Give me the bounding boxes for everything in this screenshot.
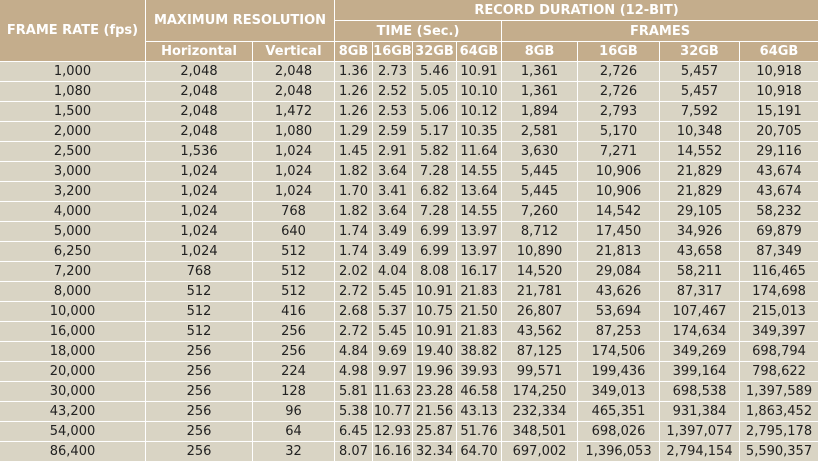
frame-rate-header: FRAME RATE (fps) [0, 0, 146, 62]
time-8gb-cell: 1.29 [335, 122, 373, 142]
frames-16gb-cell: 349,013 [578, 382, 660, 402]
table-row [0, 222, 818, 242]
frames-32gb-cell: 43,658 [660, 242, 740, 262]
frames-32gb-cell: 399,164 [660, 362, 740, 382]
frames-8gb-cell: 2,581 [502, 122, 578, 142]
frames-64gb-cell: 43,674 [740, 162, 818, 182]
horizontal-cell: 256 [146, 442, 253, 462]
horizontal-cell: 2,048 [146, 122, 253, 142]
frames-64gb-cell: 69,879 [740, 222, 818, 242]
frames-16gb-cell: 29,084 [578, 262, 660, 282]
table-row [0, 442, 818, 462]
time-64gb-cell: 16.17 [457, 262, 502, 282]
time-header: TIME (Sec.) [335, 21, 502, 42]
frames-16gb-cell: 2,726 [578, 62, 660, 82]
time-8gb-cell: 1.36 [335, 62, 373, 82]
frames-16gb-cell: 10,906 [578, 182, 660, 202]
frames-64gb-cell: 698,794 [740, 342, 818, 362]
time-16gb-cell: 2.91 [373, 142, 413, 162]
horizontal-cell: 1,024 [146, 242, 253, 262]
frames-64gb-cell: 349,397 [740, 322, 818, 342]
time-8gb-cell: 1.82 [335, 162, 373, 182]
frames-8gb-cell: 26,807 [502, 302, 578, 322]
time-16gb-cell: 3.64 [373, 162, 413, 182]
horizontal-cell: 2,048 [146, 62, 253, 82]
frames-64gb-cell: 20,705 [740, 122, 818, 142]
time-64gb-cell: 21.50 [457, 302, 502, 322]
time-32gb-header: 32GB [413, 42, 457, 62]
time-32gb-cell: 5.06 [413, 102, 457, 122]
time-16gb-cell: 3.49 [373, 222, 413, 242]
time-32gb-cell: 8.08 [413, 262, 457, 282]
vertical-cell: 512 [253, 282, 335, 302]
time-16gb-cell: 9.97 [373, 362, 413, 382]
frame-rate-cell: 3,000 [0, 162, 146, 182]
record-duration-header: RECORD DURATION (12-BIT) [335, 0, 818, 21]
vertical-cell: 416 [253, 302, 335, 322]
vertical-cell: 32 [253, 442, 335, 462]
horizontal-cell: 256 [146, 342, 253, 362]
frames-16gb-cell: 17,450 [578, 222, 660, 242]
time-64gb-cell: 21.83 [457, 322, 502, 342]
frames-16gb-cell: 1,396,053 [578, 442, 660, 462]
frames-32gb-cell: 21,829 [660, 182, 740, 202]
frames-32gb-cell: 14,552 [660, 142, 740, 162]
frames-64gb-cell: 2,795,178 [740, 422, 818, 442]
frames-8gb-cell: 232,334 [502, 402, 578, 422]
table-row [0, 422, 818, 442]
vertical-cell: 768 [253, 202, 335, 222]
frames-32gb-cell: 87,317 [660, 282, 740, 302]
horizontal-header: Horizontal [146, 42, 253, 62]
table-row [0, 402, 818, 422]
vertical-cell: 96 [253, 402, 335, 422]
time-32gb-cell: 5.82 [413, 142, 457, 162]
time-32gb-cell: 6.99 [413, 222, 457, 242]
frames-32gb-cell: 1,397,077 [660, 422, 740, 442]
frames-16gb-cell: 87,253 [578, 322, 660, 342]
time-64gb-cell: 10.91 [457, 62, 502, 82]
time-8gb-cell: 1.26 [335, 82, 373, 102]
horizontal-cell: 2,048 [146, 102, 253, 122]
frame-rate-cell: 16,000 [0, 322, 146, 342]
frames-64gb-cell: 116,465 [740, 262, 818, 282]
horizontal-cell: 1,536 [146, 142, 253, 162]
frames-64gb-cell: 10,918 [740, 82, 818, 102]
frames-8gb-cell: 174,250 [502, 382, 578, 402]
time-32gb-cell: 23.28 [413, 382, 457, 402]
frames-32gb-cell: 5,457 [660, 62, 740, 82]
time-64gb-cell: 38.82 [457, 342, 502, 362]
frames-32gb-cell: 10,348 [660, 122, 740, 142]
time-32gb-cell: 7.28 [413, 162, 457, 182]
frame-rate-cell: 3,200 [0, 182, 146, 202]
frame-rate-cell: 2,000 [0, 122, 146, 142]
time-64gb-cell: 21.83 [457, 282, 502, 302]
vertical-cell: 512 [253, 262, 335, 282]
frames-16gb-cell: 43,626 [578, 282, 660, 302]
frames-16gb-cell: 53,694 [578, 302, 660, 322]
frame-rate-cell: 10,000 [0, 302, 146, 322]
frames-32gb-cell: 174,634 [660, 322, 740, 342]
frames-8gb-cell: 14,520 [502, 262, 578, 282]
time-8gb-header: 8GB [335, 42, 373, 62]
table-row [0, 322, 818, 342]
time-8gb-cell: 4.98 [335, 362, 373, 382]
frames-16gb-cell: 2,726 [578, 82, 660, 102]
vertical-cell: 1,024 [253, 142, 335, 162]
time-64gb-cell: 39.93 [457, 362, 502, 382]
frames-64gb-cell: 215,013 [740, 302, 818, 322]
time-8gb-cell: 5.38 [335, 402, 373, 422]
horizontal-cell: 512 [146, 282, 253, 302]
time-16gb-cell: 3.64 [373, 202, 413, 222]
table-row [0, 162, 818, 182]
frames-64gb-cell: 798,622 [740, 362, 818, 382]
time-32gb-cell: 32.34 [413, 442, 457, 462]
horizontal-cell: 256 [146, 382, 253, 402]
frame-rate-cell: 86,400 [0, 442, 146, 462]
frames-8gb-cell: 348,501 [502, 422, 578, 442]
time-8gb-cell: 1.74 [335, 222, 373, 242]
time-64gb-cell: 14.55 [457, 202, 502, 222]
frames-8gb-header: 8GB [502, 42, 578, 62]
frames-8gb-cell: 99,571 [502, 362, 578, 382]
frames-8gb-cell: 43,562 [502, 322, 578, 342]
frames-16gb-cell: 10,906 [578, 162, 660, 182]
time-32gb-cell: 19.40 [413, 342, 457, 362]
frames-8gb-cell: 5,445 [502, 162, 578, 182]
frame-rate-cell: 5,000 [0, 222, 146, 242]
time-64gb-cell: 11.64 [457, 142, 502, 162]
horizontal-cell: 1,024 [146, 182, 253, 202]
horizontal-cell: 1,024 [146, 202, 253, 222]
vertical-cell: 224 [253, 362, 335, 382]
frames-8gb-cell: 1,361 [502, 82, 578, 102]
time-32gb-cell: 5.05 [413, 82, 457, 102]
vertical-cell: 2,048 [253, 62, 335, 82]
time-64gb-cell: 64.70 [457, 442, 502, 462]
time-8gb-cell: 1.70 [335, 182, 373, 202]
table-body [0, 62, 818, 462]
time-32gb-cell: 6.99 [413, 242, 457, 262]
time-16gb-cell: 2.73 [373, 62, 413, 82]
time-16gb-cell: 10.77 [373, 402, 413, 422]
frames-64gb-cell: 15,191 [740, 102, 818, 122]
time-8gb-cell: 1.82 [335, 202, 373, 222]
frame-rate-cell: 8,000 [0, 282, 146, 302]
frame-rate-cell: 18,000 [0, 342, 146, 362]
table-row [0, 142, 818, 162]
vertical-cell: 128 [253, 382, 335, 402]
table-row [0, 302, 818, 322]
frames-64gb-cell: 1,863,452 [740, 402, 818, 422]
time-16gb-cell: 5.37 [373, 302, 413, 322]
horizontal-cell: 256 [146, 362, 253, 382]
frame-rate-cell: 2,500 [0, 142, 146, 162]
table-row [0, 342, 818, 362]
frames-64gb-cell: 87,349 [740, 242, 818, 262]
table-row [0, 82, 818, 102]
frames-64gb-cell: 58,232 [740, 202, 818, 222]
time-64gb-cell: 46.58 [457, 382, 502, 402]
frames-32gb-cell: 2,794,154 [660, 442, 740, 462]
vertical-cell: 256 [253, 342, 335, 362]
table-row [0, 62, 818, 82]
horizontal-cell: 1,024 [146, 162, 253, 182]
time-32gb-cell: 10.91 [413, 282, 457, 302]
vertical-cell: 64 [253, 422, 335, 442]
time-32gb-cell: 25.87 [413, 422, 457, 442]
frames-32gb-cell: 21,829 [660, 162, 740, 182]
frames-8gb-cell: 87,125 [502, 342, 578, 362]
time-8gb-cell: 2.02 [335, 262, 373, 282]
frame-rate-cell: 20,000 [0, 362, 146, 382]
frames-16gb-cell: 199,436 [578, 362, 660, 382]
frames-64gb-cell: 43,674 [740, 182, 818, 202]
time-8gb-cell: 2.72 [335, 322, 373, 342]
frames-8gb-cell: 7,260 [502, 202, 578, 222]
time-16gb-cell: 2.52 [373, 82, 413, 102]
horizontal-cell: 1,024 [146, 222, 253, 242]
time-32gb-cell: 21.56 [413, 402, 457, 422]
frames-64gb-header: 64GB [740, 42, 818, 62]
frames-8gb-cell: 697,002 [502, 442, 578, 462]
time-64gb-cell: 10.35 [457, 122, 502, 142]
frames-8gb-cell: 1,361 [502, 62, 578, 82]
frames-32gb-cell: 931,384 [660, 402, 740, 422]
time-64gb-cell: 14.55 [457, 162, 502, 182]
time-64gb-cell: 13.97 [457, 222, 502, 242]
time-32gb-cell: 6.82 [413, 182, 457, 202]
time-16gb-cell: 2.59 [373, 122, 413, 142]
frame-rate-cell: 1,080 [0, 82, 146, 102]
table-row [0, 362, 818, 382]
frames-32gb-cell: 107,467 [660, 302, 740, 322]
time-16gb-cell: 3.41 [373, 182, 413, 202]
vertical-cell: 512 [253, 242, 335, 262]
frame-rate-cell: 54,000 [0, 422, 146, 442]
time-8gb-cell: 4.84 [335, 342, 373, 362]
vertical-header: Vertical [253, 42, 335, 62]
horizontal-cell: 512 [146, 302, 253, 322]
time-8gb-cell: 2.68 [335, 302, 373, 322]
frame-rate-cell: 4,000 [0, 202, 146, 222]
vertical-cell: 1,024 [253, 182, 335, 202]
frames-64gb-cell: 5,590,357 [740, 442, 818, 462]
time-64gb-header: 64GB [457, 42, 502, 62]
frames-16gb-header: 16GB [578, 42, 660, 62]
frames-16gb-cell: 14,542 [578, 202, 660, 222]
time-16gb-header: 16GB [373, 42, 413, 62]
horizontal-cell: 256 [146, 402, 253, 422]
frame-rate-cell: 1,000 [0, 62, 146, 82]
time-32gb-cell: 5.17 [413, 122, 457, 142]
frames-8gb-cell: 5,445 [502, 182, 578, 202]
frames-32gb-cell: 698,538 [660, 382, 740, 402]
frames-64gb-cell: 10,918 [740, 62, 818, 82]
time-64gb-cell: 13.64 [457, 182, 502, 202]
frames-32gb-cell: 7,592 [660, 102, 740, 122]
time-16gb-cell: 11.63 [373, 382, 413, 402]
time-16gb-cell: 12.93 [373, 422, 413, 442]
time-8gb-cell: 1.26 [335, 102, 373, 122]
frames-16gb-cell: 7,271 [578, 142, 660, 162]
frames-16gb-cell: 465,351 [578, 402, 660, 422]
frame-rate-cell: 7,200 [0, 262, 146, 282]
frames-8gb-cell: 8,712 [502, 222, 578, 242]
horizontal-cell: 256 [146, 422, 253, 442]
horizontal-cell: 768 [146, 262, 253, 282]
time-32gb-cell: 5.46 [413, 62, 457, 82]
max-resolution-header: MAXIMUM RESOLUTION [146, 0, 335, 42]
frame-rate-cell: 43,200 [0, 402, 146, 422]
time-64gb-cell: 51.76 [457, 422, 502, 442]
time-64gb-cell: 10.12 [457, 102, 502, 122]
time-32gb-cell: 19.96 [413, 362, 457, 382]
vertical-cell: 256 [253, 322, 335, 342]
vertical-cell: 1,472 [253, 102, 335, 122]
time-8gb-cell: 5.81 [335, 382, 373, 402]
frames-64gb-cell: 1,397,589 [740, 382, 818, 402]
frames-64gb-cell: 29,116 [740, 142, 818, 162]
time-16gb-cell: 9.69 [373, 342, 413, 362]
time-8gb-cell: 1.74 [335, 242, 373, 262]
vertical-cell: 2,048 [253, 82, 335, 102]
time-8gb-cell: 8.07 [335, 442, 373, 462]
horizontal-cell: 2,048 [146, 82, 253, 102]
frames-header: FRAMES [502, 21, 818, 42]
vertical-cell: 640 [253, 222, 335, 242]
frames-16gb-cell: 698,026 [578, 422, 660, 442]
frames-16gb-cell: 5,170 [578, 122, 660, 142]
time-32gb-cell: 10.91 [413, 322, 457, 342]
time-16gb-cell: 4.04 [373, 262, 413, 282]
frames-32gb-header: 32GB [660, 42, 740, 62]
time-16gb-cell: 2.53 [373, 102, 413, 122]
vertical-cell: 1,024 [253, 162, 335, 182]
header-row-1 [0, 0, 818, 21]
table-row [0, 382, 818, 402]
table-row [0, 202, 818, 222]
frames-64gb-cell: 174,698 [740, 282, 818, 302]
frames-16gb-cell: 174,506 [578, 342, 660, 362]
table-row [0, 182, 818, 202]
frames-32gb-cell: 349,269 [660, 342, 740, 362]
time-64gb-cell: 10.10 [457, 82, 502, 102]
time-32gb-cell: 10.75 [413, 302, 457, 322]
time-16gb-cell: 16.16 [373, 442, 413, 462]
time-64gb-cell: 13.97 [457, 242, 502, 262]
table-row [0, 282, 818, 302]
time-8gb-cell: 2.72 [335, 282, 373, 302]
time-8gb-cell: 6.45 [335, 422, 373, 442]
frame-rate-cell: 1,500 [0, 102, 146, 122]
time-16gb-cell: 5.45 [373, 282, 413, 302]
time-8gb-cell: 1.45 [335, 142, 373, 162]
frames-16gb-cell: 2,793 [578, 102, 660, 122]
frames-32gb-cell: 58,211 [660, 262, 740, 282]
frames-8gb-cell: 1,894 [502, 102, 578, 122]
frames-32gb-cell: 34,926 [660, 222, 740, 242]
time-64gb-cell: 43.13 [457, 402, 502, 422]
time-16gb-cell: 3.49 [373, 242, 413, 262]
frames-16gb-cell: 21,813 [578, 242, 660, 262]
table-row [0, 122, 818, 142]
frames-32gb-cell: 5,457 [660, 82, 740, 102]
frames-32gb-cell: 29,105 [660, 202, 740, 222]
time-32gb-cell: 7.28 [413, 202, 457, 222]
table-row [0, 102, 818, 122]
frame-rate-cell: 6,250 [0, 242, 146, 262]
frame-rate-cell: 30,000 [0, 382, 146, 402]
frames-8gb-cell: 3,630 [502, 142, 578, 162]
table-row [0, 262, 818, 282]
time-16gb-cell: 5.45 [373, 322, 413, 342]
horizontal-cell: 512 [146, 322, 253, 342]
vertical-cell: 1,080 [253, 122, 335, 142]
frames-8gb-cell: 21,781 [502, 282, 578, 302]
table-row [0, 242, 818, 262]
frames-8gb-cell: 10,890 [502, 242, 578, 262]
